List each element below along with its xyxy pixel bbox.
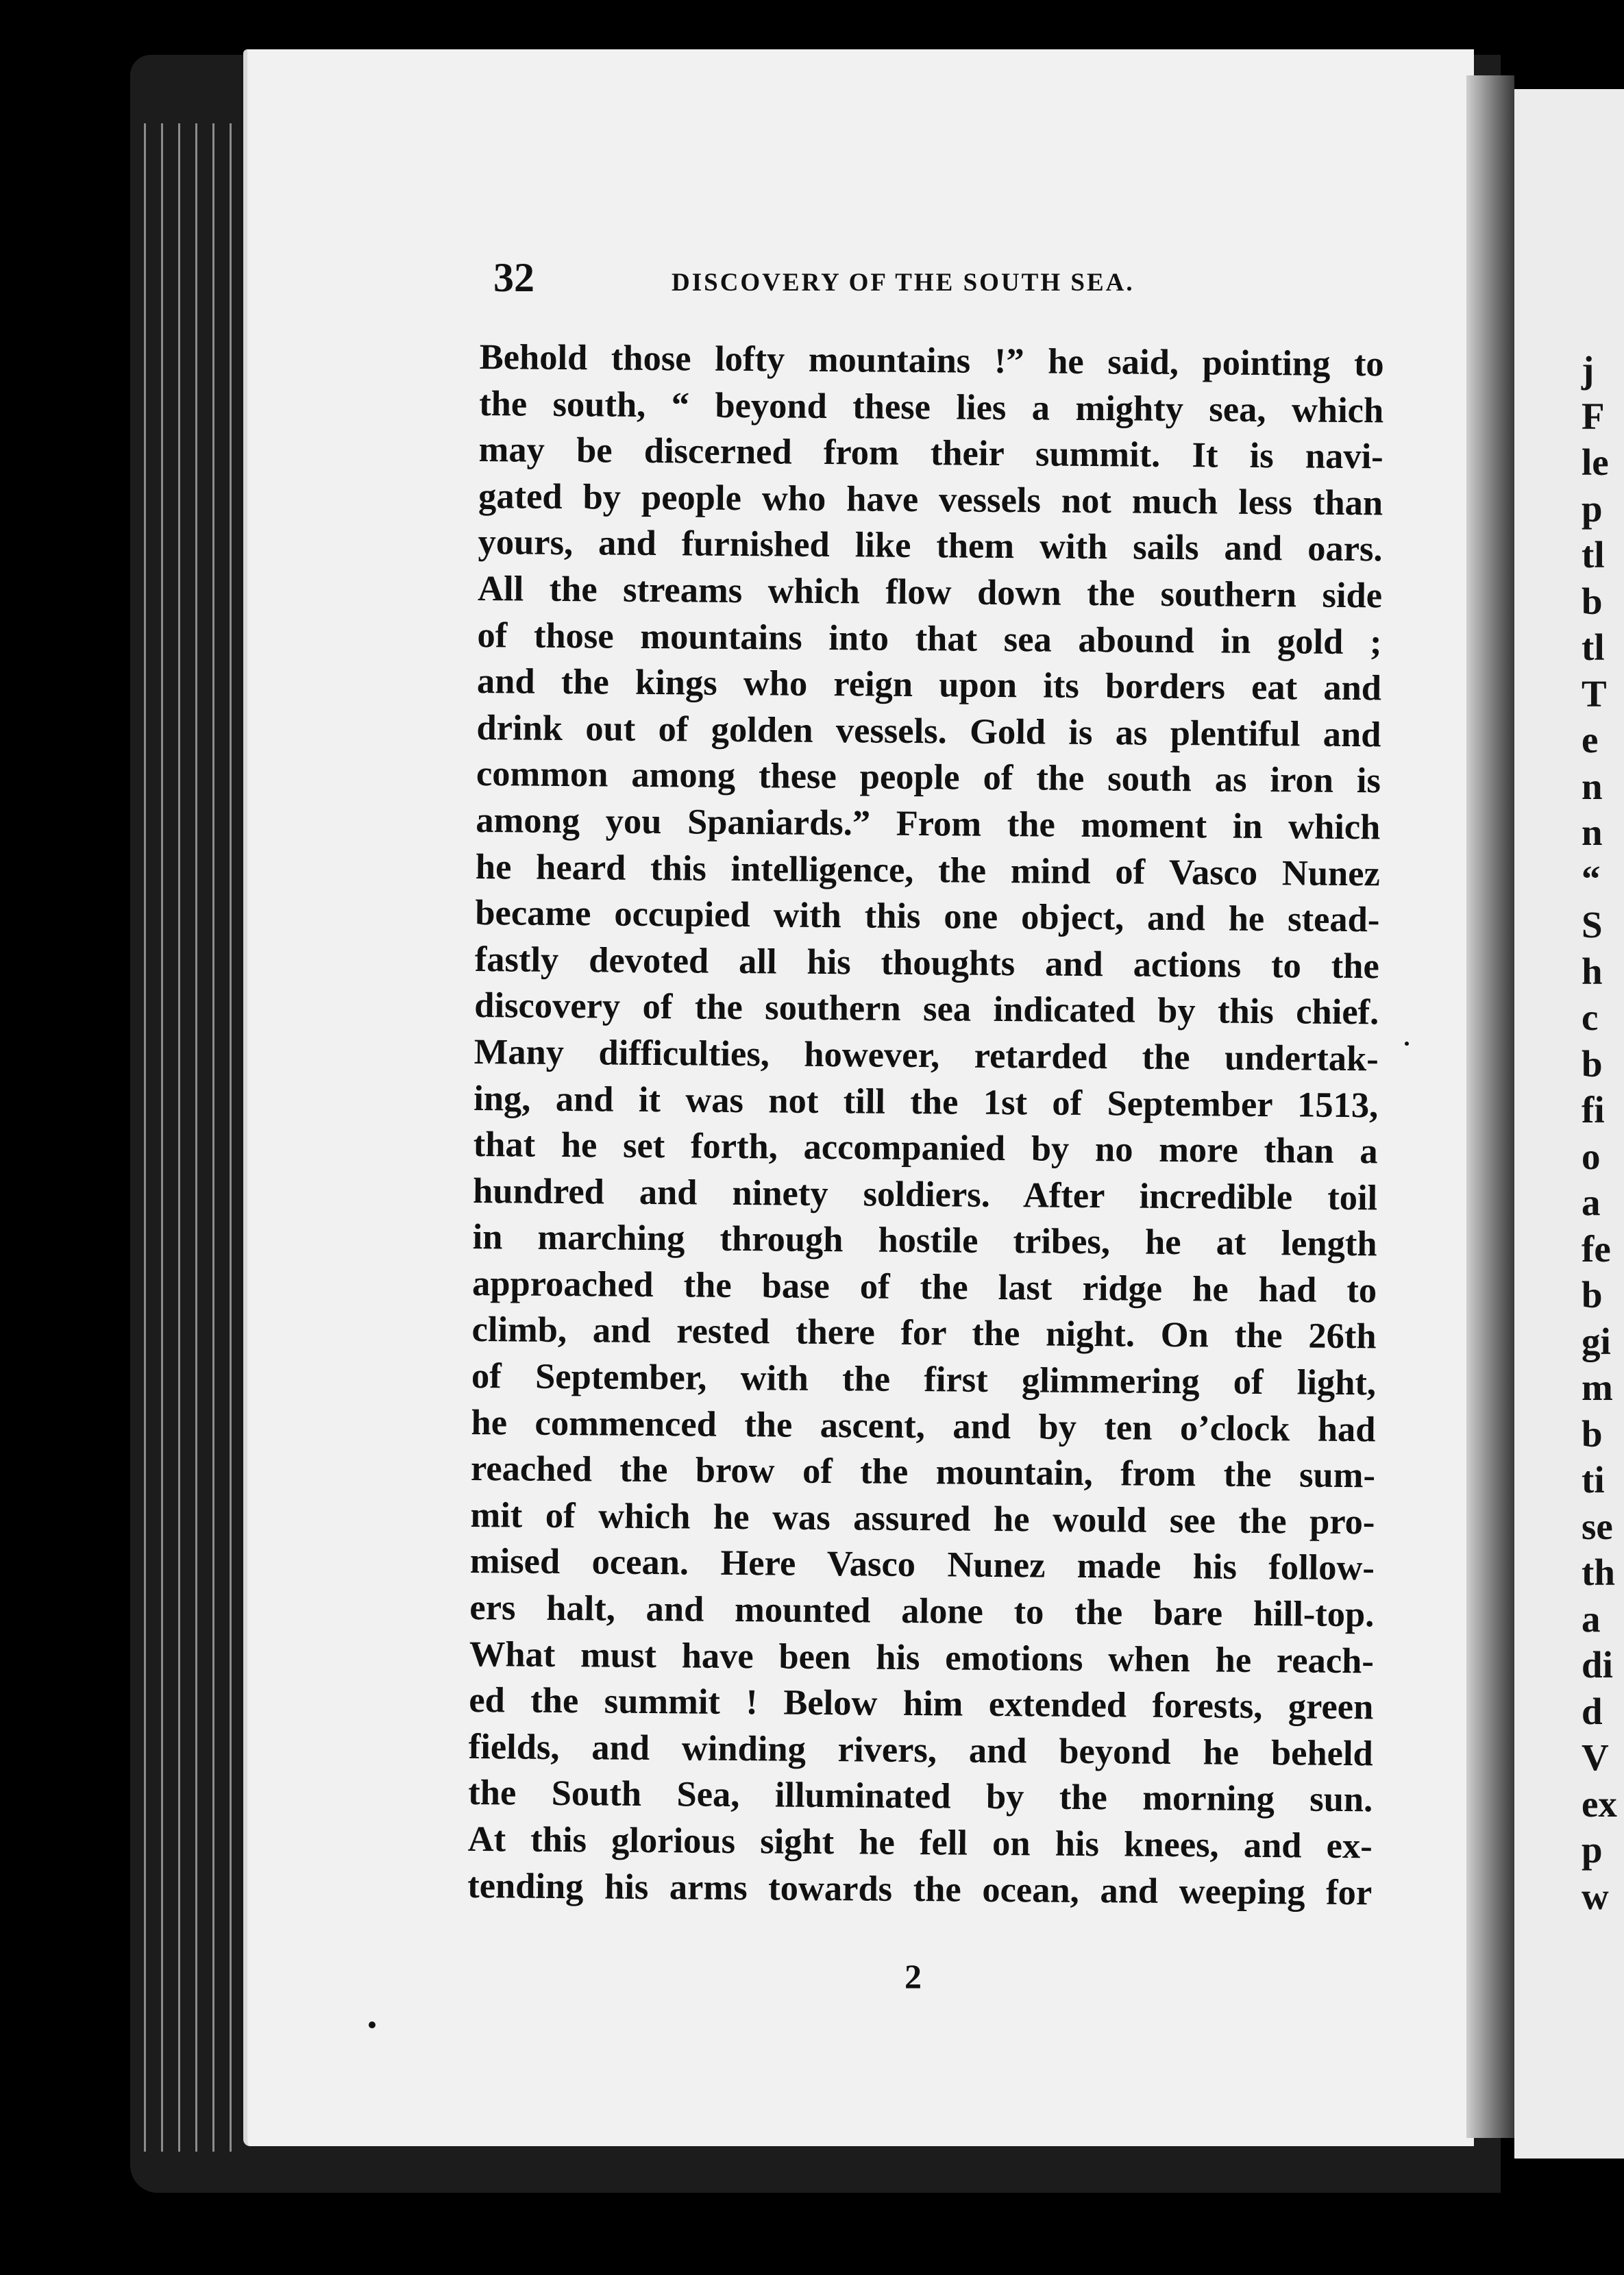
facing-fragment: di — [1582, 1644, 1613, 1686]
text-line: ers halt, and mounted alone to the bare hill-top. — [469, 1587, 1375, 1635]
facing-fragment: tl — [1582, 534, 1605, 576]
text-line: and the kings who reign upon its borders eat and — [476, 661, 1382, 709]
facing-fragment: n — [1582, 811, 1603, 853]
text-line: fastly devoted all his thoughts and actions to the — [474, 939, 1380, 987]
facing-fragment: tl — [1582, 626, 1605, 668]
facing-fragment: se — [1582, 1505, 1613, 1547]
facing-fragment: fe — [1582, 1227, 1611, 1270]
text-line: became occupied with this one object, and he stead- — [475, 893, 1380, 940]
facing-fragment: e — [1582, 719, 1599, 761]
page-edge — [212, 123, 214, 2152]
facing-fragment: p — [1582, 487, 1603, 530]
facing-fragment: b — [1582, 580, 1603, 622]
text-line: he heard this intelligence, the mind of Vasco Nunez — [475, 846, 1381, 894]
facing-fragment: c — [1582, 996, 1599, 1038]
facing-fragment: T — [1582, 672, 1607, 715]
text-line: gated by people who have vessels not much less than — [478, 476, 1383, 524]
facing-fragment: ti — [1582, 1459, 1605, 1501]
text-line: of September, with the first glimmering of light, — [471, 1356, 1377, 1403]
text-line: hundred and ninety soldiers. After incredible toil — [472, 1170, 1378, 1218]
facing-fragment: a — [1582, 1181, 1601, 1223]
text-line: he commenced the ascent, and by ten o’clock had — [471, 1402, 1376, 1449]
body-text — [467, 334, 1384, 1916]
facing-page-text-fragments — [1582, 347, 1617, 1919]
facing-fragment: a — [1582, 1597, 1601, 1640]
text-line: reached the brow of the mountain, from the sum- — [470, 1449, 1376, 1496]
text-line: tending his arms towards the ocean, and weeping for — [467, 1865, 1373, 1913]
signature-mark: 2 — [905, 1957, 922, 1995]
text-line: ed the summit ! Below him extended forests, green — [469, 1680, 1374, 1727]
facing-fragment: V — [1582, 1736, 1609, 1778]
text-line: of those mountains into that sea abound in gold ; — [477, 615, 1382, 662]
text-line: in marching through hostile tribes, he at length — [472, 1217, 1377, 1264]
facing-fragment: h — [1582, 950, 1603, 992]
text-line: Behold those lofty mountains !” he said, pointing to — [479, 336, 1384, 384]
facing-fragment: p — [1582, 1829, 1603, 1871]
gutter-shadow — [1466, 75, 1514, 2138]
text-line: that he set forth, accompanied by no more than a — [473, 1124, 1378, 1172]
text-line: common among these people of the south as iron is — [476, 754, 1381, 801]
text-line: mised ocean. Here Vasco Nunez made his follow- — [469, 1541, 1375, 1588]
text-line: ing, and it was not till the 1st of September 1513, — [473, 1078, 1379, 1125]
text-line: Many difficulties, however, retarded the undertak- — [473, 1031, 1379, 1079]
text-line: At this glorious sight he fell on his knees, and ex- — [467, 1819, 1373, 1867]
facing-page — [1514, 89, 1624, 2159]
text-line: yours, and furnished like them with sails and oars. — [478, 522, 1383, 569]
text-line: climb, and rested there for the night. On the 26th — [471, 1309, 1377, 1357]
page-number: 32 — [493, 255, 534, 300]
facing-fragment: b — [1582, 1412, 1603, 1455]
text-line: All the streams which flow down the southern side — [477, 568, 1383, 616]
page-edge — [161, 123, 163, 2152]
facing-fragment: b — [1582, 1042, 1603, 1085]
facing-fragment: j — [1582, 349, 1595, 391]
facing-fragment: ex — [1582, 1782, 1617, 1825]
text-line: discovery of the southern sea indicated by this chief. — [474, 985, 1379, 1033]
text-line: the south, “ beyond these lies a mighty sea, which — [478, 383, 1384, 430]
running-head — [493, 250, 1432, 305]
facing-fragment: o — [1582, 1135, 1601, 1177]
text-line: the South Sea, illuminated by the morning sun. — [468, 1773, 1373, 1820]
page-edge — [230, 123, 232, 2152]
running-title: DISCOVERY OF THE SOUTH SEA. — [672, 269, 1135, 297]
facing-fragment: gi — [1582, 1320, 1611, 1362]
page-edge — [144, 123, 146, 2152]
text-line: may be discerned from their summit. It is navi- — [478, 430, 1383, 477]
page-edge — [195, 123, 197, 2152]
text-line: among you Spaniards.” From the moment in which — [476, 800, 1381, 848]
facing-fragment: m — [1582, 1366, 1613, 1408]
facing-fragment: fi — [1582, 1089, 1605, 1131]
text-line: What must have been his emotions when he reach- — [469, 1634, 1375, 1681]
facing-fragment: b — [1582, 1274, 1603, 1316]
facing-fragment: S — [1582, 904, 1603, 946]
facing-fragment: F — [1582, 395, 1605, 437]
facing-fragment: n — [1582, 765, 1603, 807]
facing-fragment: d — [1582, 1690, 1603, 1732]
facing-fragment: “ — [1582, 857, 1601, 900]
text-line: approached the base of the last ridge he had to — [471, 1263, 1377, 1311]
ink-speck — [1405, 1042, 1409, 1046]
facing-fragment: le — [1582, 441, 1609, 483]
page-edge — [178, 123, 180, 2152]
facing-fragment: th — [1582, 1551, 1615, 1593]
text-line: drink out of golden vessels. Gold is as plentiful and — [476, 707, 1381, 755]
ink-speck — [369, 2021, 376, 2028]
facing-fragment: w — [1582, 1875, 1609, 1917]
text-line: mit of which he was assured he would see the pro- — [470, 1495, 1375, 1542]
text-line: fields, and winding rivers, and beyond he beheld — [468, 1726, 1374, 1774]
